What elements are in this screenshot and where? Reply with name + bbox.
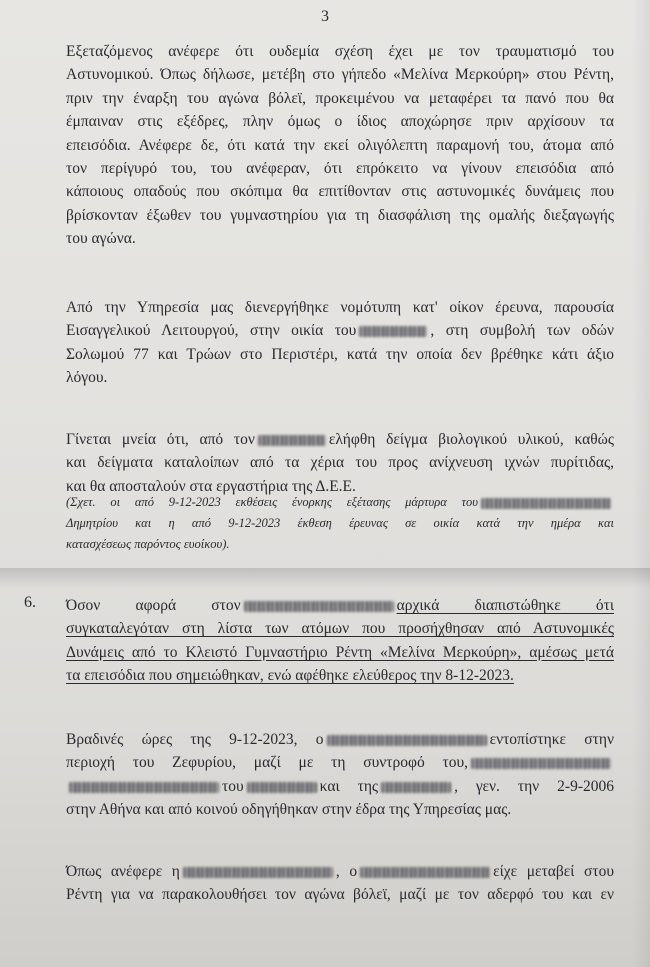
text-line: επεισόδια. Ανέφερε δε, ότι κατά την εκεί ολιγόλεπτη παραμονή του, άτομα από [66, 136, 614, 154]
text-line: Δημητρίου και η από 9-12-2023 έκθεση έρευνας σε οικία κατά την ημέρα και [66, 516, 614, 530]
item-number: 6. [24, 594, 36, 611]
redacted-name [360, 867, 490, 878]
text-line: Όπως ανέφερε η , ο είχε μεταβεί στου [66, 863, 615, 880]
text-line: Όσον αφορά στον αρχικά διαπιστώθηκε ότι [66, 597, 614, 614]
paragraph-search [66, 296, 614, 390]
redacted-name [258, 435, 326, 446]
page-fold-shadow [0, 568, 650, 588]
text-line: του και της , γεν. την 2-9-2006 [66, 775, 614, 798]
text-line: Αστυνομικού. Όπως δήλωσε, μετέβη στο γήπεδο «Μελίνα Μερκούρη» στου Ρέντη, [66, 66, 614, 84]
text-line: Δυνάμεις από το Κλειστό Γυμναστήριο Ρέντη «Μελίνα Μερκούρη», αμέσως μετά [66, 643, 614, 661]
text-line: (Σχετ. οι από 9-12-2023 εκθέσεις ένορκης εξέτασης μάρτυρα του [66, 492, 614, 513]
redacted-name [183, 867, 333, 878]
page-edge-shade [632, 0, 650, 967]
text-line: τον περίγυρό του, του ανέφεραν, ότι επρόκειτο να γίνουν επεισόδια από [66, 160, 614, 178]
text-line: κάποιους οπαδούς που σκόπιμα θα επιτίθονταν στις αστυνομικές δυνάμεις που [66, 183, 614, 201]
redacted-name [359, 326, 427, 337]
text-line: πριν την έναρξη του αγώνα βόλεϊ, προκειμένου να μεταφέρει τα πανό που θα [66, 89, 614, 107]
redacted-name [381, 782, 451, 793]
redacted-name [327, 735, 487, 746]
paragraph-location [66, 728, 614, 822]
text-line: του αγώνα. [66, 230, 136, 248]
page-number: 3 [321, 8, 329, 25]
redacted-name [69, 782, 219, 793]
redacted-name [481, 498, 611, 509]
redacted-name [244, 601, 394, 612]
text-line: έμπαιναν στις εξέδρες, πλην όμως ο ίδιος αποχώρησε πριν αρχίσουν τα [66, 113, 614, 131]
text-line: περιοχή του Ζεφυρίου, μαζί με τη συντροφό του, [66, 751, 614, 774]
paragraph-samples [66, 428, 614, 498]
reference-note [66, 492, 614, 555]
text-line: Γίνεται μνεία ότι, από τον ελήφθη δείγμα βιολογικού υλικού, καθώς [66, 431, 614, 448]
text-line: Εισαγγελικού Λειτουργού, στην οικία του , στη συμβολή των οδών [66, 322, 614, 340]
text-line: και δείγματα καταλοίπων από τα χέρια του προς ανίχνευση ιχνών πυρίτιδας, [66, 454, 614, 472]
text-line: βρίσκονταν έξωθεν του γυμναστηρίου για τη διασφάλιση της ομαλής διεξαγωγής [66, 206, 614, 224]
redacted-name [471, 758, 611, 769]
text-line: λόγου. [66, 369, 108, 387]
text-line: τα επεισόδια που σημειώθηκαν, ενώ αφέθηκε ελεύθερος την 8-12-2023. [66, 667, 514, 685]
paragraph-statement [66, 860, 614, 907]
text-line: στην Αθήνα και από κοινού οδηγήθηκαν στην έδρα της Υπηρεσίας μας. [66, 801, 512, 819]
text-line: Βραδινές ώρες της 9-12-2023, ο εντοπίστηκε στην [66, 731, 615, 748]
text-line: Εξεταζόμενος ανέφερε ότι ουδεμία σχέση έχει με τον τραυματισμό του [66, 43, 614, 60]
text-line: Σολωμού 77 και Τρώων στο Περιστέρι, κατά την οποία δεν βρέθηκε κάτι άξιο [66, 345, 614, 363]
text-line: και θα αποσταλούν στα εργαστήρια της Δ.Ε.Ε. [66, 477, 356, 495]
text-line: κατασχέσεως παρόντος ευοίκου). [66, 537, 230, 551]
item-6 [66, 594, 614, 688]
text-line: Ρέντη για να παρακολουθήσει τον αγώνα βόλεϊ, μαζί με τον αδερφό του και εν [66, 886, 614, 904]
text-line: συγκαταλεγόταν στη λίστα των ατόμων που προσήχθησαν από Αστυνομικές [66, 620, 614, 638]
redacted-name [247, 782, 317, 793]
paragraph-testimony [66, 40, 614, 251]
text-line: Από την Υπηρεσία μας διενεργήθηκε νομότυπη κατ' οίκον έρευνα, παρουσία [66, 299, 614, 316]
